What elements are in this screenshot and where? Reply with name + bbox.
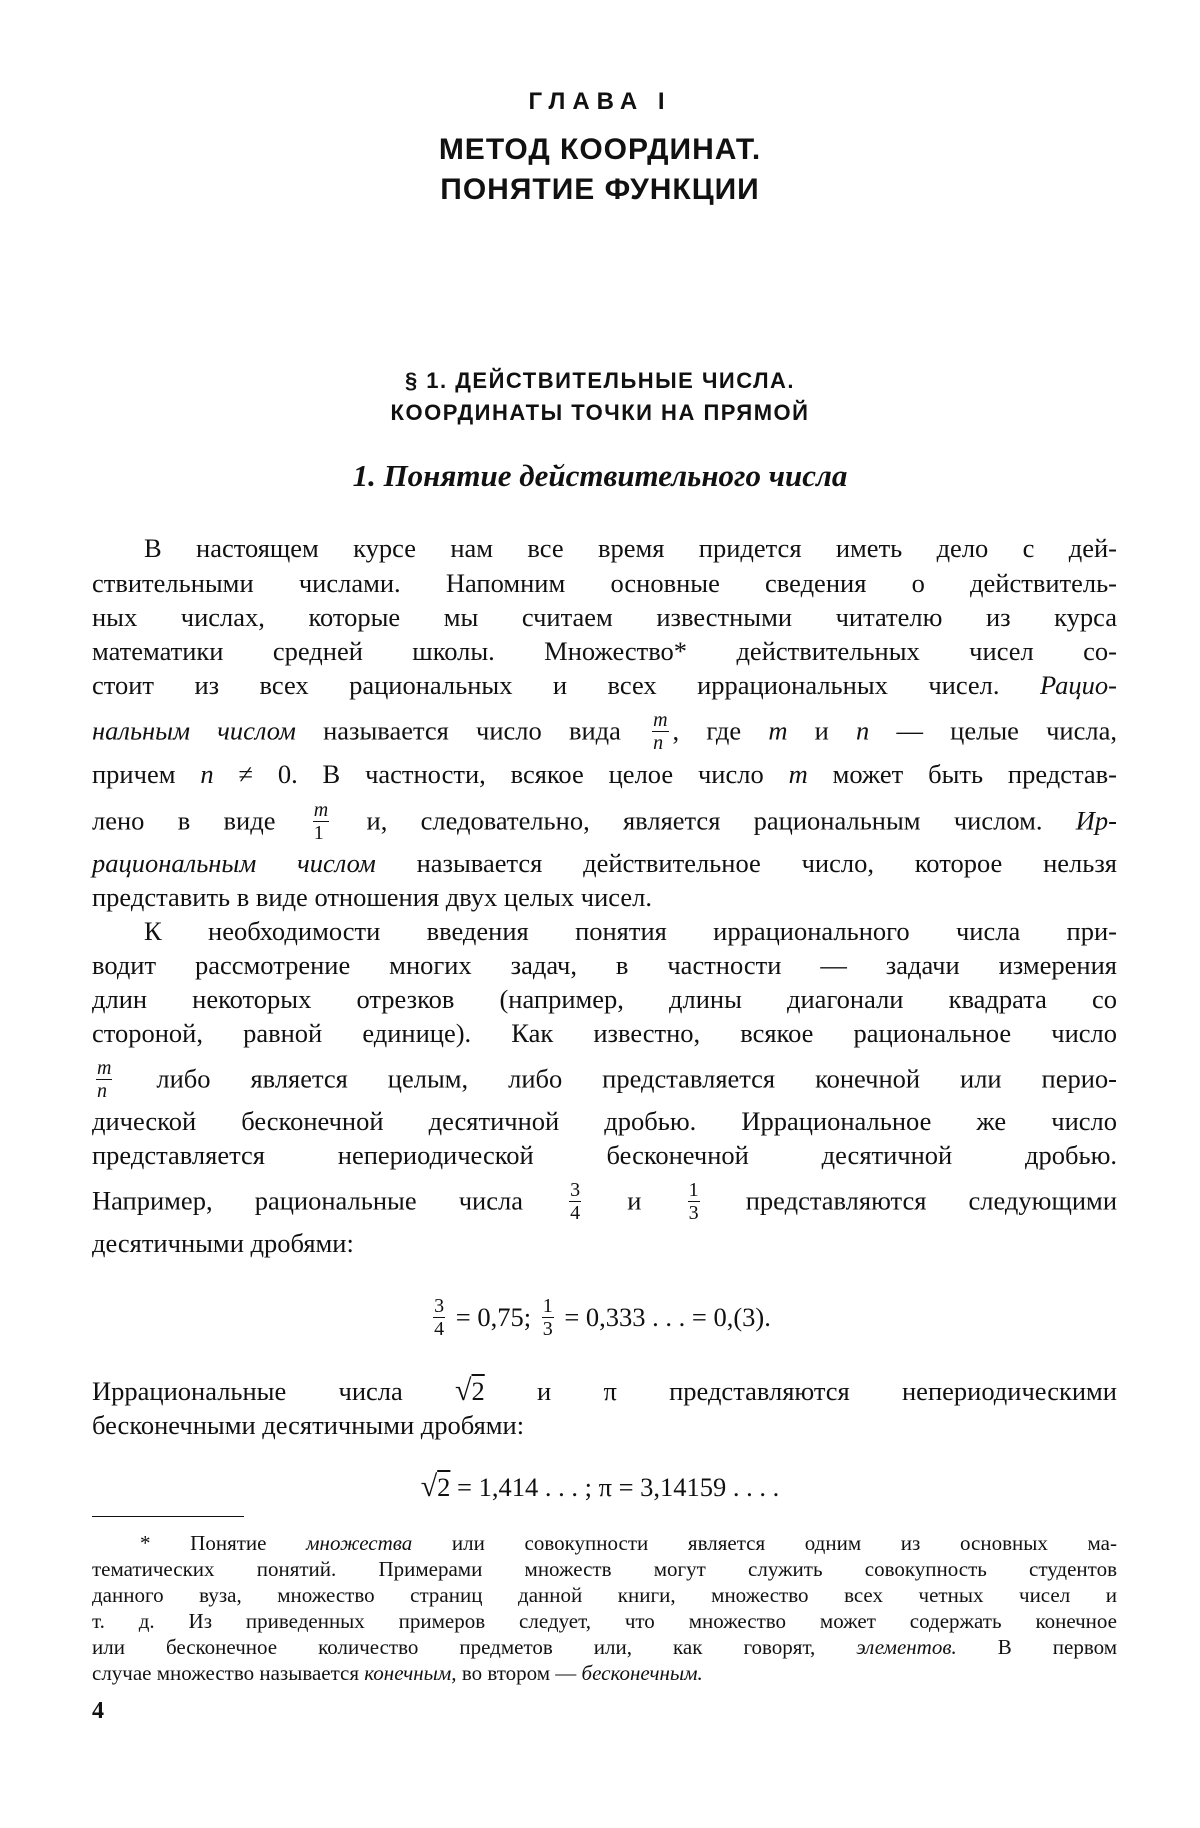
text-line: математики средней школы. Множество* действительных чисел со- — [92, 636, 1117, 666]
text-line: водит рассмотрение многих задач, в частности — задачи измерения — [92, 950, 1117, 980]
text-line: ных числах, которые мы считаем известными читателю из курса — [92, 602, 1117, 632]
footnote-line: случае множество называется конечным, во втором — бесконечным. — [92, 1661, 703, 1685]
text-line: Иррациональные числа √2 и π представляются непериодическими — [92, 1374, 1117, 1407]
chapter-title-line-2: ПОНЯТИЕ ФУНКЦИИ — [440, 173, 760, 206]
text-line: В настоящем курсе нам все время придется иметь дело с дей- — [144, 533, 1117, 563]
fraction-1-over-3: $\frac{1}{3}$ — [542, 1295, 553, 1341]
subsection-title: 1. Понятие действительного числа — [352, 458, 848, 493]
text-line: представляется непериодической бесконечной десятичной дробью. — [92, 1140, 1117, 1170]
text-line: К необходимости введения понятия иррационального числа при- — [144, 916, 1117, 946]
fraction-3-over-4: $\frac{3}{4}$ — [434, 1295, 445, 1341]
footnote-line: тематических понятий. Примерами множеств могут служить совокупность студентов — [92, 1557, 1117, 1581]
section-title — [0, 365, 1200, 429]
footnote-line: данного вуза, множество страниц данной книги, множество всех четных чисел и — [92, 1583, 1117, 1607]
footnote-line: или бесконечное количество предметов или, как говорят, элементов. В первом — [92, 1635, 1117, 1659]
chapter-label: ГЛАВА I — [528, 88, 672, 115]
fraction-1-over-3: $\frac{1}{3}$ — [688, 1179, 699, 1224]
text-line: лено в виде $\frac{m}{1}$ и, следовательно, является рациональным числом. Ир- — [92, 799, 1117, 844]
text-line: представить в виде отношения двух целых чисел. — [92, 882, 652, 912]
chapter-title — [0, 130, 1200, 210]
sqrt-2: √2 — [420, 1470, 451, 1503]
text-line: ствительными числами. Напомним основные сведения о действитель- — [92, 568, 1117, 598]
footnote-line: т. д. Из приведенных примеров следует, что множество может содержать конечное — [92, 1609, 1117, 1633]
text-line: Например, рациональные числа $\frac{3}{4}$ и $\frac{1}{3}$ представляются следующими — [92, 1179, 1118, 1224]
fraction-3-over-4: $\frac{3}{4}$ — [570, 1179, 581, 1224]
text-line: дической бесконечной десятичной дробью. Иррациональное же число — [92, 1106, 1117, 1136]
formula-irrational-expansions: √2 = 1,414 . . . ; π = 3,14159 . . . . — [420, 1470, 780, 1503]
text-line: $\frac{m}{n}$ либо является целым, либо представляется конечной или перио- — [97, 1057, 1117, 1102]
sqrt-2: √2 — [455, 1374, 485, 1407]
text-line: причем n ≠ 0. В частности, всякое целое число m может быть представ- — [92, 759, 1117, 789]
section-title-line-1: § 1. ДЕЙСТВИТЕЛЬНЫЕ ЧИСЛА. — [404, 368, 796, 393]
text-line: бесконечными десятичными дробями: — [92, 1410, 525, 1440]
footnote-line: * Понятие множества или совокупности является одним из основных ма- — [140, 1531, 1117, 1555]
chapter-title-line-1: МЕТОД КООРДИНАТ. — [438, 133, 762, 166]
fraction-m-over-n: $\frac{m}{n}$ — [653, 709, 668, 754]
section-title-line-2: КООРДИНАТЫ ТОЧКИ НА ПРЯМОЙ — [390, 400, 810, 425]
page-number: 4 — [92, 1698, 104, 1724]
text-line: стоит из всех рациональных и всех иррациональных чисел. Рацио- — [92, 670, 1117, 700]
fraction-m-over-n: $\frac{m}{n}$ — [97, 1057, 112, 1102]
text-line: длин некоторых отрезков (например, длины диагонали квадрата со — [92, 984, 1117, 1014]
text-line: нальным числом называется число вида $\frac{m}{n}$ , где m и n — целые числа, — [92, 709, 1117, 754]
footnote-divider — [92, 1516, 244, 1517]
text-line: десятичными дробями: — [92, 1228, 354, 1258]
text-line: рациональным числом называется действительное число, которое нельзя — [92, 848, 1117, 878]
fraction-m-over-1: $\frac{m}{1}$ — [313, 799, 329, 844]
formula-decimal-expansions: $\frac{3}{4}$ = 0,75; $\frac{1}{3}$ = 0,333 . . . = 0,(3). — [434, 1295, 771, 1341]
text-line: стороной, равной единице). Как известно, всякое рациональное число — [92, 1018, 1117, 1048]
